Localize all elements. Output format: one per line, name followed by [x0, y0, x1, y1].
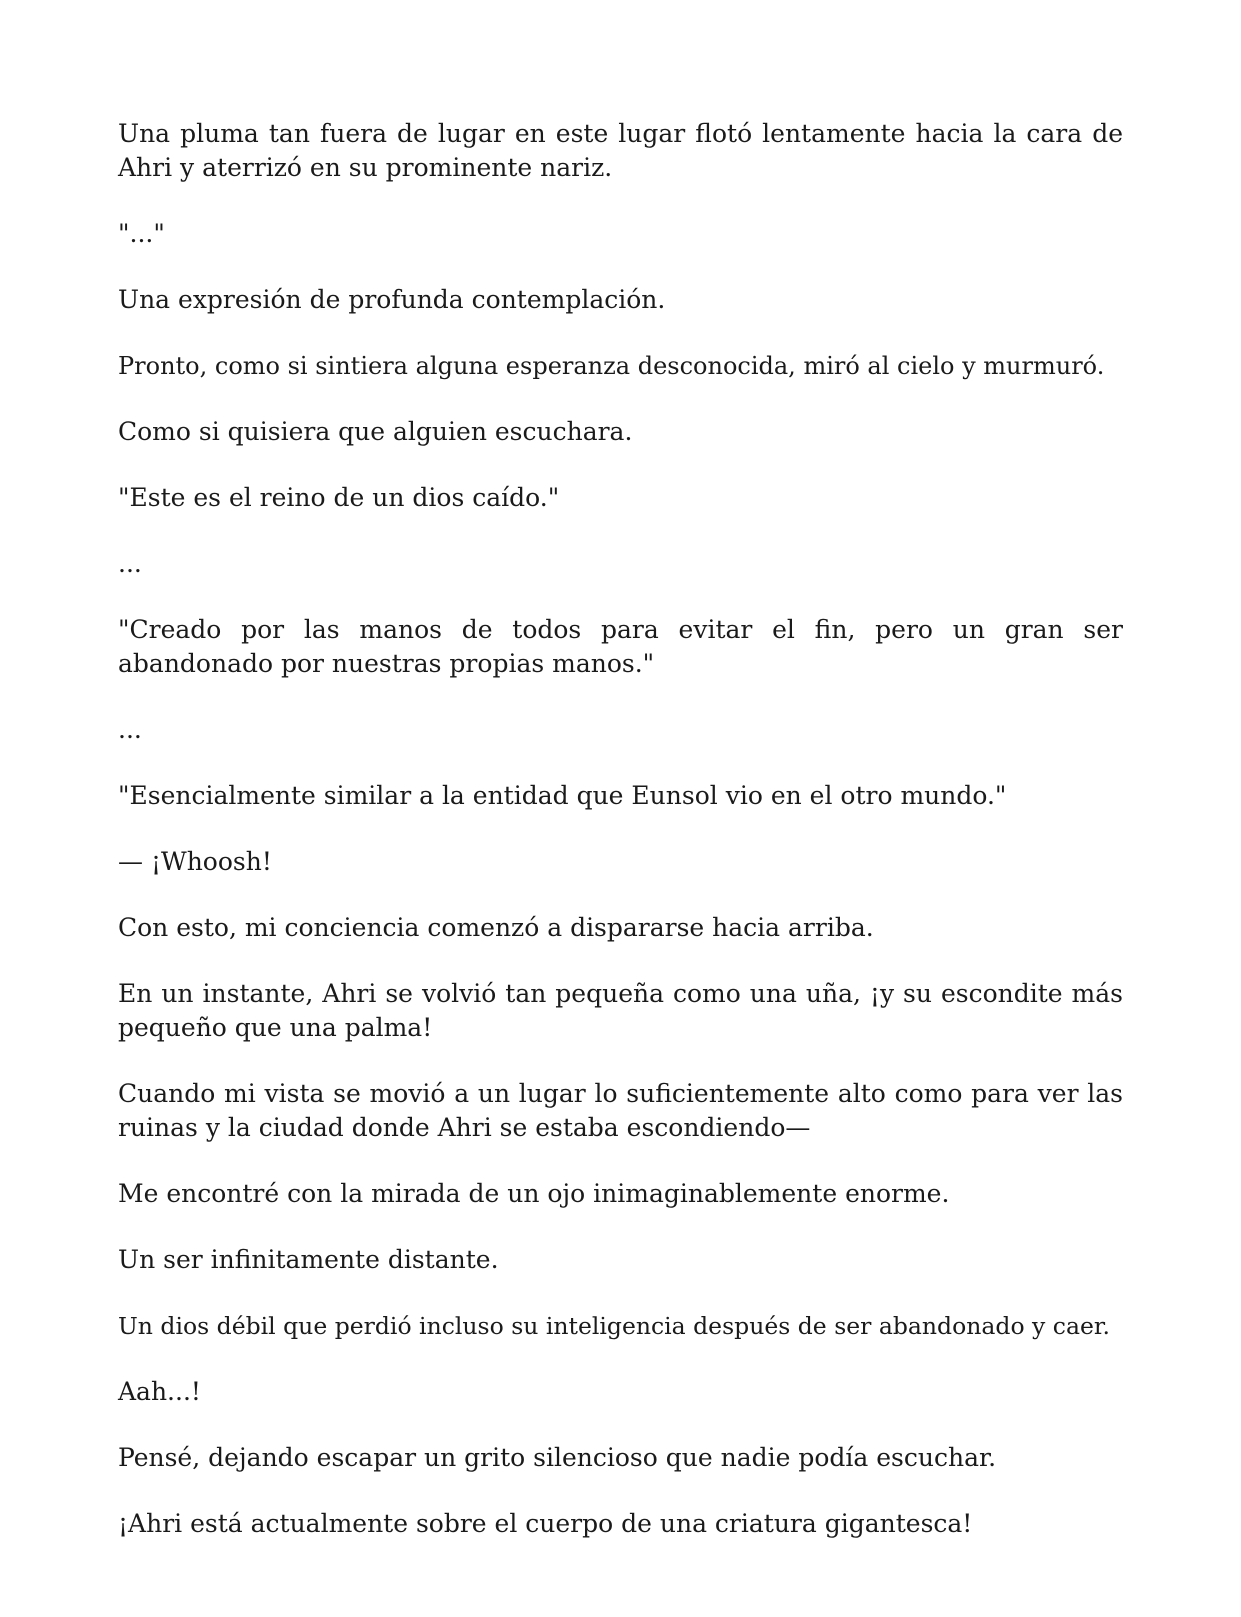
paragraph-murmur: Pronto, como si sintiera alguna esperanza desconocida, miró al cielo y murmuró.: [118, 352, 1105, 380]
paragraph-ellipsis-1: ...: [118, 549, 142, 578]
paragraph-scream: Pensé, dejando escapar un grito silencioso que nadie podía escuchar.: [118, 1443, 997, 1472]
paragraph-eunsol: "Esencialmente similar a la entidad que Eunsol vio en el otro mundo.": [118, 781, 1007, 810]
paragraph-ellipsis-2: ...: [118, 715, 142, 744]
paragraph-view: Cuando mi vista se movió a un lugar lo suficientemente alto como para ver las ruinas y la ciudad donde Ahri se estaba escondiendo—: [118, 1079, 1123, 1142]
paragraph-created: "Creado por las manos de todos para evitar el fin, pero un gran ser abandonado por nuestras propias manos.": [118, 615, 1123, 678]
paragraph-distant: Un ser infinitamente distante.: [118, 1245, 499, 1274]
paragraph-aah: Aah...!: [118, 1377, 201, 1406]
paragraph-eye: Me encontré con la mirada de un ojo inimaginablemente enorme.: [118, 1179, 950, 1208]
paragraph-weak-god: Un dios débil que perdió incluso su inteligencia después de ser abandonado y caer.: [118, 1312, 1111, 1340]
paragraph-instant: En un instante, Ahri se volvió tan pequeña como una uña, ¡y su escondite más pequeño que una palma!: [118, 979, 1123, 1042]
paragraph-contemplation: Una expresión de profunda contemplación.: [118, 285, 666, 314]
paragraph-feather: Una pluma tan fuera de lugar en este lugar flotó lentamente hacia la cara de Ahri y aterrizó en su prominente nariz.: [118, 119, 1123, 182]
paragraph-fallen-god: "Este es el reino de un dios caído.": [118, 483, 560, 512]
paragraph-creature: ¡Ahri está actualmente sobre el cuerpo de una criatura gigantesca!: [118, 1509, 973, 1538]
paragraph-consciousness: Con esto, mi conciencia comenzó a dispararse hacia arriba.: [118, 913, 874, 942]
paragraph-ellipsis-quote: "...": [118, 219, 165, 248]
paragraph-whoosh: — ¡Whoosh!: [118, 847, 272, 876]
paragraph-listen: Como si quisiera que alguien escuchara.: [118, 417, 633, 446]
